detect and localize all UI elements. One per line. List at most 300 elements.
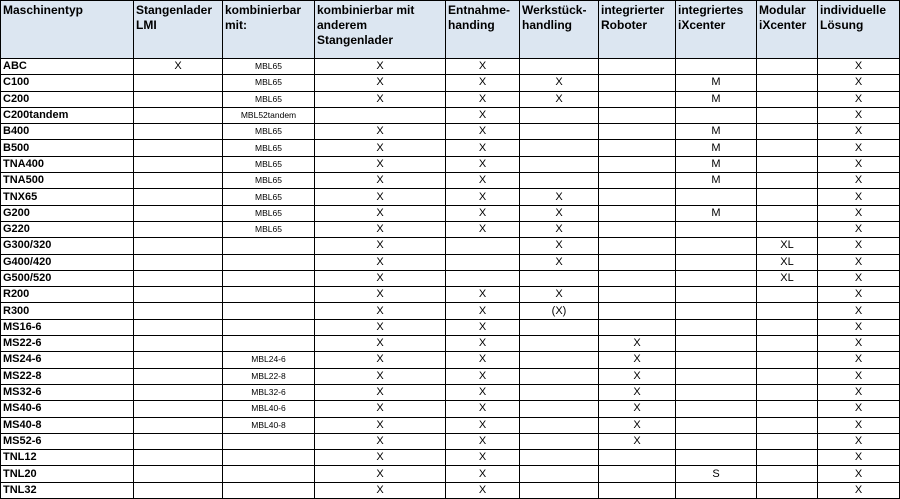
feature-cell — [599, 319, 676, 335]
machine-type-cell: B500 — [1, 140, 134, 156]
feature-cell: X — [520, 287, 599, 303]
feature-cell: M — [676, 173, 757, 189]
feature-cell — [757, 303, 818, 319]
feature-cell: X — [818, 75, 900, 91]
feature-cell: X — [599, 401, 676, 417]
feature-cell — [757, 205, 818, 221]
table-row — [1, 287, 900, 303]
table-row — [1, 352, 900, 368]
feature-cell — [757, 319, 818, 335]
feature-cell — [599, 205, 676, 221]
machine-type-cell: MS16-6 — [1, 319, 134, 335]
table-row — [1, 205, 900, 221]
feature-cell: X — [818, 91, 900, 107]
feature-cell — [134, 433, 223, 449]
table-row — [1, 450, 900, 466]
feature-cell: XL — [757, 270, 818, 286]
feature-cell: X — [315, 156, 446, 172]
feature-cell — [134, 287, 223, 303]
header-entnahmehandling: Entnahme-handing — [446, 1, 520, 59]
table-header — [1, 1, 900, 59]
table-row — [1, 238, 900, 254]
machine-type-cell: B400 — [1, 124, 134, 140]
feature-cell: X — [446, 482, 520, 498]
feature-cell — [676, 417, 757, 433]
feature-cell: X — [520, 238, 599, 254]
feature-cell — [134, 303, 223, 319]
feature-cell — [599, 450, 676, 466]
feature-cell — [446, 270, 520, 286]
combinable-model-cell — [223, 336, 315, 352]
feature-cell — [757, 189, 818, 205]
feature-cell — [676, 450, 757, 466]
feature-cell: X — [818, 173, 900, 189]
feature-cell — [757, 59, 818, 75]
table-row — [1, 140, 900, 156]
header-werkstueckhandling: Werkstück-handling — [520, 1, 599, 59]
feature-cell — [757, 75, 818, 91]
feature-cell: X — [818, 270, 900, 286]
feature-cell — [520, 336, 599, 352]
combinable-model-cell: MBL65 — [223, 75, 315, 91]
feature-cell — [520, 368, 599, 384]
table-row — [1, 401, 900, 417]
feature-cell: X — [818, 336, 900, 352]
feature-cell: M — [676, 124, 757, 140]
machine-type-cell: MS32-6 — [1, 384, 134, 400]
feature-cell — [520, 401, 599, 417]
machine-type-cell: G220 — [1, 221, 134, 237]
feature-cell — [134, 107, 223, 123]
feature-cell — [757, 221, 818, 237]
feature-cell — [520, 352, 599, 368]
feature-cell: X — [315, 384, 446, 400]
feature-cell: X — [599, 368, 676, 384]
table-row — [1, 156, 900, 172]
feature-cell: X — [818, 482, 900, 498]
feature-cell — [134, 417, 223, 433]
feature-cell — [446, 254, 520, 270]
feature-cell — [134, 238, 223, 254]
feature-cell: X — [818, 352, 900, 368]
feature-cell — [599, 140, 676, 156]
feature-cell — [757, 336, 818, 352]
feature-cell: X — [446, 221, 520, 237]
header-row — [1, 1, 900, 59]
feature-cell — [520, 482, 599, 498]
feature-cell: X — [818, 401, 900, 417]
combinable-model-cell — [223, 466, 315, 482]
feature-cell: X — [315, 238, 446, 254]
feature-cell: M — [676, 91, 757, 107]
table-row — [1, 59, 900, 75]
machine-type-cell: G500/520 — [1, 270, 134, 286]
feature-cell: X — [446, 189, 520, 205]
combinable-model-cell: MBL65 — [223, 59, 315, 75]
feature-cell — [134, 450, 223, 466]
combinable-model-cell: MBL65 — [223, 221, 315, 237]
feature-cell — [134, 270, 223, 286]
machine-type-cell: G400/420 — [1, 254, 134, 270]
feature-cell — [520, 466, 599, 482]
feature-cell: X — [134, 59, 223, 75]
feature-cell: X — [315, 466, 446, 482]
feature-cell: X — [315, 173, 446, 189]
feature-cell — [134, 173, 223, 189]
feature-cell — [520, 384, 599, 400]
combinable-model-cell: MBL65 — [223, 205, 315, 221]
machine-type-cell: TNL20 — [1, 466, 134, 482]
feature-cell — [599, 75, 676, 91]
table-row — [1, 254, 900, 270]
combinable-model-cell: MBL65 — [223, 140, 315, 156]
feature-cell — [134, 466, 223, 482]
feature-cell — [676, 221, 757, 237]
feature-cell: X — [315, 59, 446, 75]
feature-cell: X — [599, 417, 676, 433]
feature-cell — [599, 482, 676, 498]
machine-type-cell: MS40-8 — [1, 417, 134, 433]
header-kombinierbar-mit: kombinierbar mit: — [223, 1, 315, 59]
feature-cell — [599, 287, 676, 303]
feature-cell — [520, 270, 599, 286]
feature-cell — [134, 254, 223, 270]
feature-cell: X — [818, 319, 900, 335]
feature-cell — [757, 91, 818, 107]
feature-cell: X — [315, 287, 446, 303]
header-kombinierbar-anderem-stangenlader: kombinierbar mit anderem Stangenlader — [315, 1, 446, 59]
feature-cell: XL — [757, 254, 818, 270]
feature-cell — [757, 368, 818, 384]
machine-type-cell: G300/320 — [1, 238, 134, 254]
feature-cell: X — [818, 254, 900, 270]
feature-cell — [520, 433, 599, 449]
feature-cell: X — [818, 156, 900, 172]
feature-cell: X — [446, 59, 520, 75]
feature-cell: X — [818, 140, 900, 156]
feature-cell — [599, 303, 676, 319]
feature-cell: X — [818, 221, 900, 237]
feature-cell: X — [446, 450, 520, 466]
machine-type-cell: TNA500 — [1, 173, 134, 189]
feature-cell — [520, 59, 599, 75]
machine-type-cell: MS52-6 — [1, 433, 134, 449]
table-row — [1, 417, 900, 433]
feature-cell: M — [676, 140, 757, 156]
combinable-model-cell — [223, 450, 315, 466]
table-row — [1, 336, 900, 352]
table-row — [1, 189, 900, 205]
feature-cell: X — [446, 352, 520, 368]
combinable-model-cell — [223, 287, 315, 303]
feature-cell — [134, 384, 223, 400]
feature-cell — [676, 59, 757, 75]
feature-cell — [757, 450, 818, 466]
feature-cell: X — [315, 124, 446, 140]
feature-cell — [599, 107, 676, 123]
machine-type-cell: C200tandem — [1, 107, 134, 123]
machine-type-cell: ABC — [1, 59, 134, 75]
feature-cell: X — [818, 287, 900, 303]
feature-cell — [446, 238, 520, 254]
feature-cell: M — [676, 156, 757, 172]
feature-cell — [599, 254, 676, 270]
machine-type-cell: R300 — [1, 303, 134, 319]
feature-cell: X — [818, 124, 900, 140]
feature-cell: M — [676, 205, 757, 221]
feature-cell: X — [818, 238, 900, 254]
feature-cell: XL — [757, 238, 818, 254]
table-row — [1, 91, 900, 107]
combinable-model-cell — [223, 319, 315, 335]
feature-cell — [134, 156, 223, 172]
feature-cell: X — [818, 303, 900, 319]
feature-cell — [315, 107, 446, 123]
table-row — [1, 368, 900, 384]
header-individuelle-loesung: individuelle Lösung — [818, 1, 900, 59]
feature-cell — [134, 319, 223, 335]
feature-cell — [676, 319, 757, 335]
feature-cell: X — [446, 368, 520, 384]
header-integriertes-ixcenter: integriertes iXcenter — [676, 1, 757, 59]
feature-cell — [676, 189, 757, 205]
feature-cell — [599, 189, 676, 205]
feature-cell: X — [520, 189, 599, 205]
table-row — [1, 303, 900, 319]
machine-type-cell: TNA400 — [1, 156, 134, 172]
feature-cell: X — [315, 482, 446, 498]
feature-cell: X — [315, 450, 446, 466]
feature-cell: X — [315, 75, 446, 91]
machine-type-cell: R200 — [1, 287, 134, 303]
feature-cell — [757, 401, 818, 417]
combinable-model-cell: MBL65 — [223, 124, 315, 140]
feature-cell — [520, 140, 599, 156]
feature-cell — [134, 75, 223, 91]
feature-cell: X — [315, 221, 446, 237]
combinable-model-cell: MBL40-6 — [223, 401, 315, 417]
feature-cell: X — [599, 336, 676, 352]
feature-cell: X — [446, 205, 520, 221]
feature-cell — [676, 384, 757, 400]
feature-cell — [676, 254, 757, 270]
feature-cell — [676, 433, 757, 449]
combinable-model-cell — [223, 254, 315, 270]
feature-cell: X — [446, 401, 520, 417]
feature-cell: X — [315, 270, 446, 286]
table-row — [1, 319, 900, 335]
feature-cell: X — [315, 368, 446, 384]
feature-cell: X — [446, 384, 520, 400]
feature-cell: X — [599, 384, 676, 400]
feature-cell — [599, 59, 676, 75]
feature-cell: X — [315, 319, 446, 335]
feature-cell: X — [446, 319, 520, 335]
feature-cell — [599, 466, 676, 482]
feature-cell: X — [446, 124, 520, 140]
machine-type-cell: G200 — [1, 205, 134, 221]
header-integrierter-roboter: integrierter Roboter — [599, 1, 676, 59]
feature-cell: X — [446, 466, 520, 482]
table-row — [1, 384, 900, 400]
feature-cell: X — [315, 254, 446, 270]
feature-cell: X — [818, 433, 900, 449]
header-maschinentyp: Maschinentyp — [1, 1, 134, 59]
feature-cell: X — [315, 352, 446, 368]
feature-cell: X — [446, 107, 520, 123]
combinable-model-cell: MBL40-8 — [223, 417, 315, 433]
feature-cell: X — [818, 466, 900, 482]
combinable-model-cell: MBL52tandem — [223, 107, 315, 123]
feature-cell — [520, 319, 599, 335]
combinable-model-cell: MBL22-8 — [223, 368, 315, 384]
feature-cell — [520, 156, 599, 172]
feature-cell — [757, 384, 818, 400]
table-row — [1, 270, 900, 286]
combinable-model-cell: MBL65 — [223, 189, 315, 205]
feature-cell — [599, 221, 676, 237]
machine-type-cell: C200 — [1, 91, 134, 107]
machine-type-cell: TNX65 — [1, 189, 134, 205]
machine-type-cell: C100 — [1, 75, 134, 91]
machine-type-cell: MS22-8 — [1, 368, 134, 384]
feature-cell: X — [520, 221, 599, 237]
combinable-model-cell: MBL65 — [223, 156, 315, 172]
feature-cell — [676, 336, 757, 352]
header-modular-ixcenter: Modular iXcenter — [757, 1, 818, 59]
feature-cell — [134, 368, 223, 384]
feature-cell: X — [520, 91, 599, 107]
feature-cell: (X) — [520, 303, 599, 319]
header-stangenlader-lmi: Stangenlader LMI — [134, 1, 223, 59]
feature-cell — [599, 238, 676, 254]
table-row — [1, 466, 900, 482]
feature-cell — [676, 482, 757, 498]
feature-cell — [676, 238, 757, 254]
feature-cell: X — [315, 336, 446, 352]
feature-cell — [134, 336, 223, 352]
feature-cell: X — [446, 75, 520, 91]
feature-cell — [757, 433, 818, 449]
feature-cell — [134, 205, 223, 221]
feature-cell — [757, 124, 818, 140]
feature-cell: X — [446, 91, 520, 107]
feature-cell: X — [818, 107, 900, 123]
feature-cell — [599, 270, 676, 286]
feature-cell — [134, 91, 223, 107]
feature-cell — [757, 173, 818, 189]
feature-cell: X — [818, 384, 900, 400]
table-row — [1, 107, 900, 123]
feature-cell — [599, 173, 676, 189]
feature-cell — [599, 124, 676, 140]
table-row — [1, 482, 900, 498]
feature-cell — [520, 417, 599, 433]
feature-cell — [757, 287, 818, 303]
feature-cell: X — [315, 205, 446, 221]
combinable-model-cell: MBL65 — [223, 173, 315, 189]
feature-cell: X — [599, 352, 676, 368]
feature-cell — [134, 189, 223, 205]
combinable-model-cell — [223, 433, 315, 449]
feature-cell: X — [520, 75, 599, 91]
feature-cell: X — [315, 91, 446, 107]
feature-cell — [134, 221, 223, 237]
feature-cell — [520, 450, 599, 466]
feature-cell — [134, 482, 223, 498]
feature-cell: X — [315, 303, 446, 319]
feature-cell: X — [818, 189, 900, 205]
feature-cell: X — [446, 303, 520, 319]
feature-cell — [599, 156, 676, 172]
feature-cell: X — [446, 336, 520, 352]
combinable-model-cell: MBL65 — [223, 91, 315, 107]
feature-cell — [676, 401, 757, 417]
feature-cell: X — [446, 417, 520, 433]
table-row — [1, 173, 900, 189]
combinable-model-cell — [223, 238, 315, 254]
feature-cell — [676, 352, 757, 368]
feature-cell: X — [446, 433, 520, 449]
combinable-model-cell — [223, 482, 315, 498]
feature-cell: X — [520, 205, 599, 221]
feature-cell: S — [676, 466, 757, 482]
feature-cell — [520, 107, 599, 123]
feature-cell — [676, 107, 757, 123]
feature-cell — [134, 124, 223, 140]
feature-cell — [134, 401, 223, 417]
combinable-model-cell — [223, 303, 315, 319]
feature-cell: M — [676, 75, 757, 91]
feature-cell — [134, 140, 223, 156]
feature-cell — [757, 140, 818, 156]
table-row — [1, 433, 900, 449]
feature-cell — [134, 352, 223, 368]
feature-cell: X — [818, 368, 900, 384]
feature-cell: X — [315, 189, 446, 205]
table-row — [1, 124, 900, 140]
feature-cell: X — [315, 140, 446, 156]
feature-cell: X — [520, 254, 599, 270]
feature-cell — [757, 156, 818, 172]
feature-cell — [520, 173, 599, 189]
table-row — [1, 75, 900, 91]
feature-cell — [676, 270, 757, 286]
feature-cell: X — [818, 450, 900, 466]
feature-cell: X — [818, 205, 900, 221]
table-body — [1, 59, 900, 499]
feature-cell: X — [818, 417, 900, 433]
combinable-model-cell: MBL32-6 — [223, 384, 315, 400]
feature-cell — [757, 107, 818, 123]
feature-cell: X — [599, 433, 676, 449]
feature-cell — [676, 368, 757, 384]
feature-cell — [757, 352, 818, 368]
feature-cell: X — [818, 59, 900, 75]
feature-cell: X — [446, 140, 520, 156]
machine-type-cell: TNL32 — [1, 482, 134, 498]
machine-type-cell: MS22-6 — [1, 336, 134, 352]
feature-cell — [757, 417, 818, 433]
combinable-model-cell: MBL24-6 — [223, 352, 315, 368]
feature-cell — [757, 466, 818, 482]
machine-type-cell: MS24-6 — [1, 352, 134, 368]
feature-cell: X — [315, 433, 446, 449]
feature-cell — [520, 124, 599, 140]
feature-cell — [676, 287, 757, 303]
feature-cell — [676, 303, 757, 319]
machine-type-cell: MS40-6 — [1, 401, 134, 417]
